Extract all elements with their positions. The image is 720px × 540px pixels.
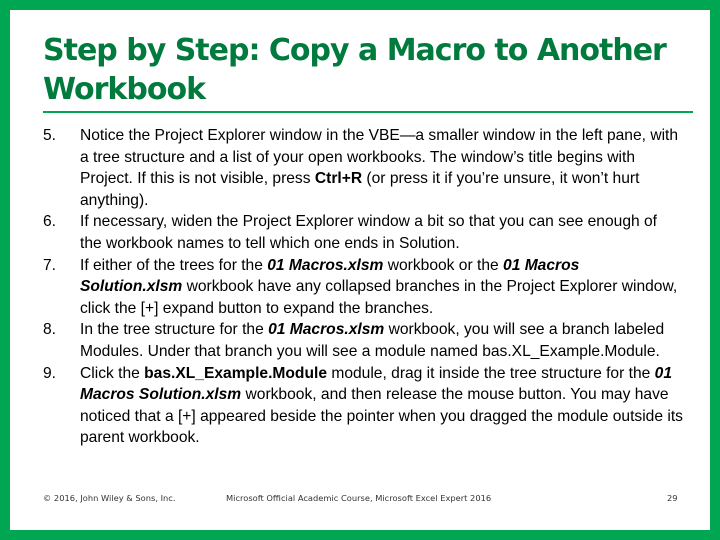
text-run: module, drag it inside the tree structure for the [327, 364, 655, 382]
workbook-name: 01 Macros.xlsm [267, 256, 384, 274]
footer-copyright: © 2016, John Wiley & Sons, Inc. [43, 493, 176, 503]
page-number: 29 [667, 493, 678, 503]
step-number: 6. [43, 213, 57, 231]
step-item [43, 255, 683, 320]
text-run: workbook, and then release the mouse button. You may have noticed that a [+] appeared beside the pointer when you dragged the module outside its parent workbook. [80, 386, 683, 447]
keyboard-shortcut: Ctrl+R [314, 170, 363, 188]
footer-course: Microsoft Official Academic Course, Microsoft Excel Expert 2016 [226, 493, 492, 503]
step-item [43, 363, 683, 449]
step-number: 9. [43, 364, 57, 382]
module-name: bas.XL_Example.Module [144, 364, 327, 382]
text-run: workbook or the [383, 256, 504, 274]
step-text [80, 321, 664, 360]
text-run: workbook, you will see a branch labeled Modules. Under that branch you will see a module named bas.XL_Example.Module. [80, 321, 665, 360]
step-number: 8. [43, 321, 57, 339]
step-text [80, 213, 657, 252]
text-run: If necessary, widen the Project Explorer window a bit so that you can see enough of the workbook names to tell which one ends in Solution. [80, 213, 658, 252]
workbook-name: 01 Macros Solution.xlsm [80, 364, 672, 404]
step-text [80, 257, 677, 317]
title-divider [43, 111, 693, 113]
step-text [80, 127, 678, 209]
text-run: (or press it if you’re unsure, it won’t hurt anything). [80, 170, 640, 209]
step-list [43, 125, 683, 449]
step-text [80, 365, 683, 447]
text-run: In the tree structure for the [80, 321, 269, 339]
text-run: Click the [80, 364, 145, 382]
text-run: workbook have any collapsed branches in the Project Explorer window, click the [+] expand button to expand the branches. [80, 278, 678, 317]
slide [10, 10, 710, 530]
step-item [43, 211, 683, 254]
step-item [43, 319, 683, 362]
step-item [43, 125, 683, 211]
text-run: If either of the trees for the [80, 256, 268, 274]
workbook-name: 01 Macros.xlsm [268, 321, 385, 339]
slide-title: Step by Step: Copy a Macro to Another Workbook [43, 33, 666, 107]
step-number: 5. [43, 127, 57, 144]
text-run: Notice the Project Explorer window in the VBE—a smaller window in the left pane, with a tree structure and a list of your open workbooks. The window’s title begins with Project. If this is not visible, press [80, 127, 679, 188]
step-number: 7. [43, 256, 57, 274]
workbook-name: 01 Macros Solution.xlsm [80, 256, 580, 296]
